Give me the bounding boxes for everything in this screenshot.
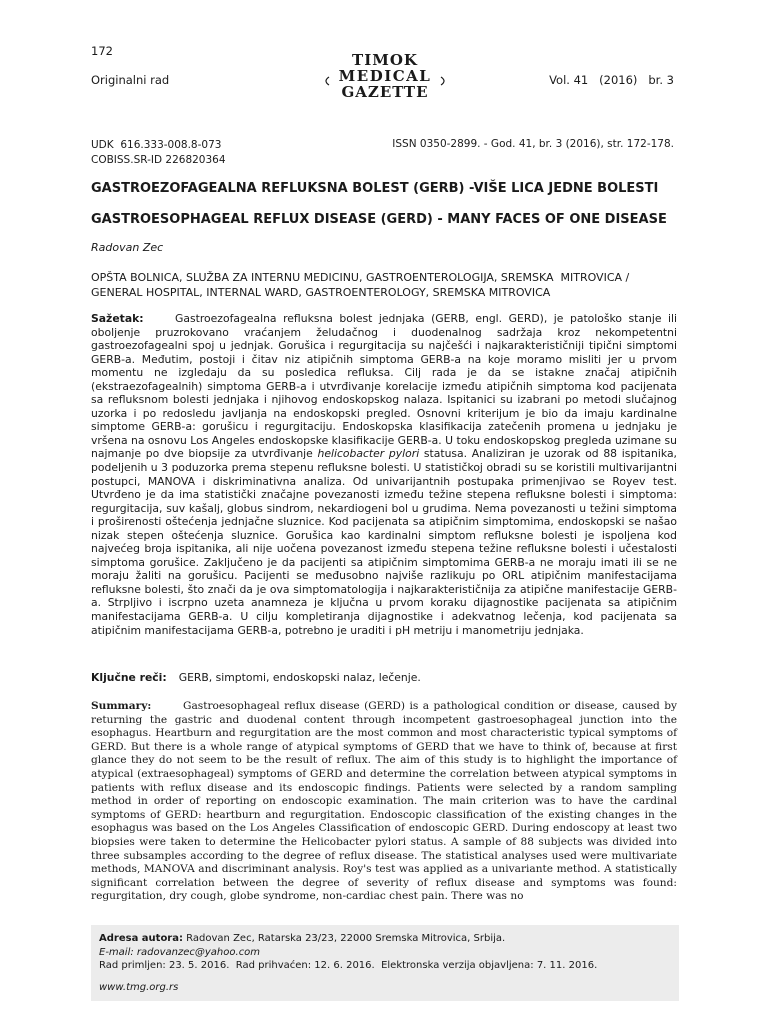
article-type: Originalni rad [91,73,170,87]
affiliation [91,270,691,300]
keywords [91,671,421,684]
keywords-text: GERB, simptomi, endoskopski nalaz, lečenje. [178,671,421,684]
journal-website: www.tmg.org.rs [99,981,179,993]
page-number: 172 [91,44,113,58]
author-footer [91,925,679,1001]
affiliation-line: GENERAL HOSPITAL, INTERNAL WARD, GASTROENTEROLOGY, SREMSKA MITROVICA [91,286,551,299]
keywords-label: Ključne reči: [91,671,167,684]
affiliation-line: OPŠTA BOLNICA, SLUŽBA ZA INTERNU MEDICINU, GASTROENTEROLOGIJA, SREMSKA MITROVICA / [91,271,630,284]
summary-label: Summary: [91,700,152,712]
author-name: Radovan Zec [91,241,164,254]
abstract-label: Sažetak: [91,312,144,325]
volume-issue: Vol. 41 (2016) br. 3 [549,73,674,87]
title-serbian: GASTROEZOFAGEALNA REFLUKSNA BOLEST (GERB) -VIŠE LICA JEDNE BOLESTI [91,181,659,196]
cobiss-id: COBISS.SR-ID 226820364 [91,153,226,166]
abstract-text-cont: statusa. Analiziran je uzorak od 88 ispitanika, podeljenih u 3 poduzorka prema stepenu refluksne bolesti. U statističkoj obradi su se koristili multivarijantni postupci, MANOVA i diskriminativna analiza. Od univarijantnih postupaka primenjivao se Royev test. Utvrđeno je da ima statistički značajne povezanosti između težine stepena refluksne bolesti i simptoma: regurgitacija, suv kašalj, globus sindrom, nekardiogeni bol u grudima. Nema povezanosti u težini simptoma i proširenosti oštećenja jednjačne sluznice. Kod pacijenata sa atipičnim simptomima, endoskopski se našao nizak stepen oštećenja sluznice. Gorušica kao kardinalni simptom refluksne bolesti je ispoljena kod najvećeg broja ispitanika, ali nije uočena povezanost između stepena težine refluksne bolesti i učestalosti simptoma gorušice. Zaključeno je da pacijenti sa atipičnim simptomima GERB-a ne moraju imati ili se ne moraju žaliti na gorušicu. Pacijenti se međusobno najviše razlikuju po ORL atipičnim manifestacijama refluksne bolesti, što znači da je ova simptomatologija i najkarakterističnija za atipične manifestacije GERB-a. Strpljivo i iscrpno uzeta anamneza je ključna u prvom koraku dijagnostike pacijenata sa atipičnim manifestacijama GERB-a. U cilju kompletiranja dijagnostike i adekvatnog lečenja, kod pacijenata sa atipičnim manifestacijama GERB-a, potrebno je uraditi i pH metriju i manometriju jednjaka. [91,447,677,637]
author-address [99,932,671,946]
summary-english [91,700,677,904]
svg-text:MEDICAL: MEDICAL [338,67,432,85]
article-dates: Rad primljen: 23. 5. 2016. Rad prihvaćen: 12. 6. 2016. Elektronska verzija objavljena: 7. 11. 2016. [99,960,598,972]
abstract-text: Gastroezofagealna refluksna bolest jednjaka (GERB, engl. GERD), je patološko stanje ili oboljenje pruzrokovano vraćanjem želudačnog i duodenalnog sadržaja kroz nekompetentni gastroezofagealni spoj u jednjak. Gorušica i regurgitacija su najčešći i najkarakterističniji tipični simptomi GERB-a. Međutim, postoji i čitav niz atipičnih simptoma GERB-a na koje moramo misliti jer u prvom momentu ne izgledaju da su posledica refluksa. Cilj rada je da se istakne značaj atipičnih (ekstraezofagealnih) simptoma GERB-a i utvrđivanje korelacije između atipičnih simptoma kod pacijenata sa refluksnom bolesti jednjaka i njihovog endoskopskog nalaza. Ispitanici su izabrani po metodi slučajnog uzorka i po redosledu javljanja na endoskopski pregled. Osnovni kriterijum je bio da imaju kardinalne simptome GERB-a: gorušicu i regurgitaciju. Endoskopska klasifikacija zatečenih promena u jednjaku je vršena na osnovu Los Angeles endoskopske klasifikacije GERB-a. U toku endoskopskog pregleda uzimane su najmanje po dve biopsije za utvrđivanje [91,312,677,461]
svg-text:TIMOK: TIMOK [352,51,418,69]
abstract-italic-term: helicobacter pylori [317,447,420,461]
issn-line: ISSN 0350-2899. - God. 41, br. 3 (2016), str. 172-178. [392,138,674,150]
classification-block [91,138,226,167]
journal-logo [323,50,447,100]
abstract-serbian [91,312,677,637]
title-english: GASTROESOPHAGEAL REFLUX DISEASE (GERD) - MANY FACES OF ONE DISEASE [91,212,667,227]
svg-text:GAZETTE: GAZETTE [341,83,429,100]
address-text: Radovan Zec, Ratarska 23/23, 22000 Sremska Mitrovica, Srbija. [183,933,506,944]
author-email: E-mail: radovanzec@yahoo.com [99,946,261,958]
summary-text: Gastroesophageal reflux disease (GERD) is a pathological condition or disease, caused by returning the gastric and duodenal content through incompetent gastroesophageal junction into the esophagus. Heartburn and regurgitation are the most common and most characteristic typical symptoms of GERD. But there is a whole range of atypical symptoms of GERD that we have to think of, because at first glance they do not seem to be the result of reflux. The aim of this study is to highlight the importance of atypical (extraesophageal) symptoms of GERD and determine the correlation between atypical symptoms in patients with reflux disease and its endoscopic findings. Patients were selected by a random sampling method in order of reporting on endoscopic examination. The main criterion was to have the cardinal symptoms of GERD: heartburn and regurgitation. Endoscopic classification of the existing changes in the esophagus was based on the Los Angeles Classification of endoscopic GERD. During endoscopy at least two biopsies were taken to determine the Helicobacter pylori status. A sample of 88 subjects was divided into three subsamples according to the degree of reflux disease. The statistical analyses used were multivariate methods, MANOVA and discriminant analysis. Roy's test was applied as a univariante method. A statistically significant correlation between the degree of severity of reflux disease and symptoms was found: regurgitation, dry cough, globe syndrome, non-cardiac chest pain. There was no [91,700,677,903]
address-label: Adresa autora: [99,933,183,944]
udk-code: UDK 616.333-008.8-073 [91,139,222,151]
